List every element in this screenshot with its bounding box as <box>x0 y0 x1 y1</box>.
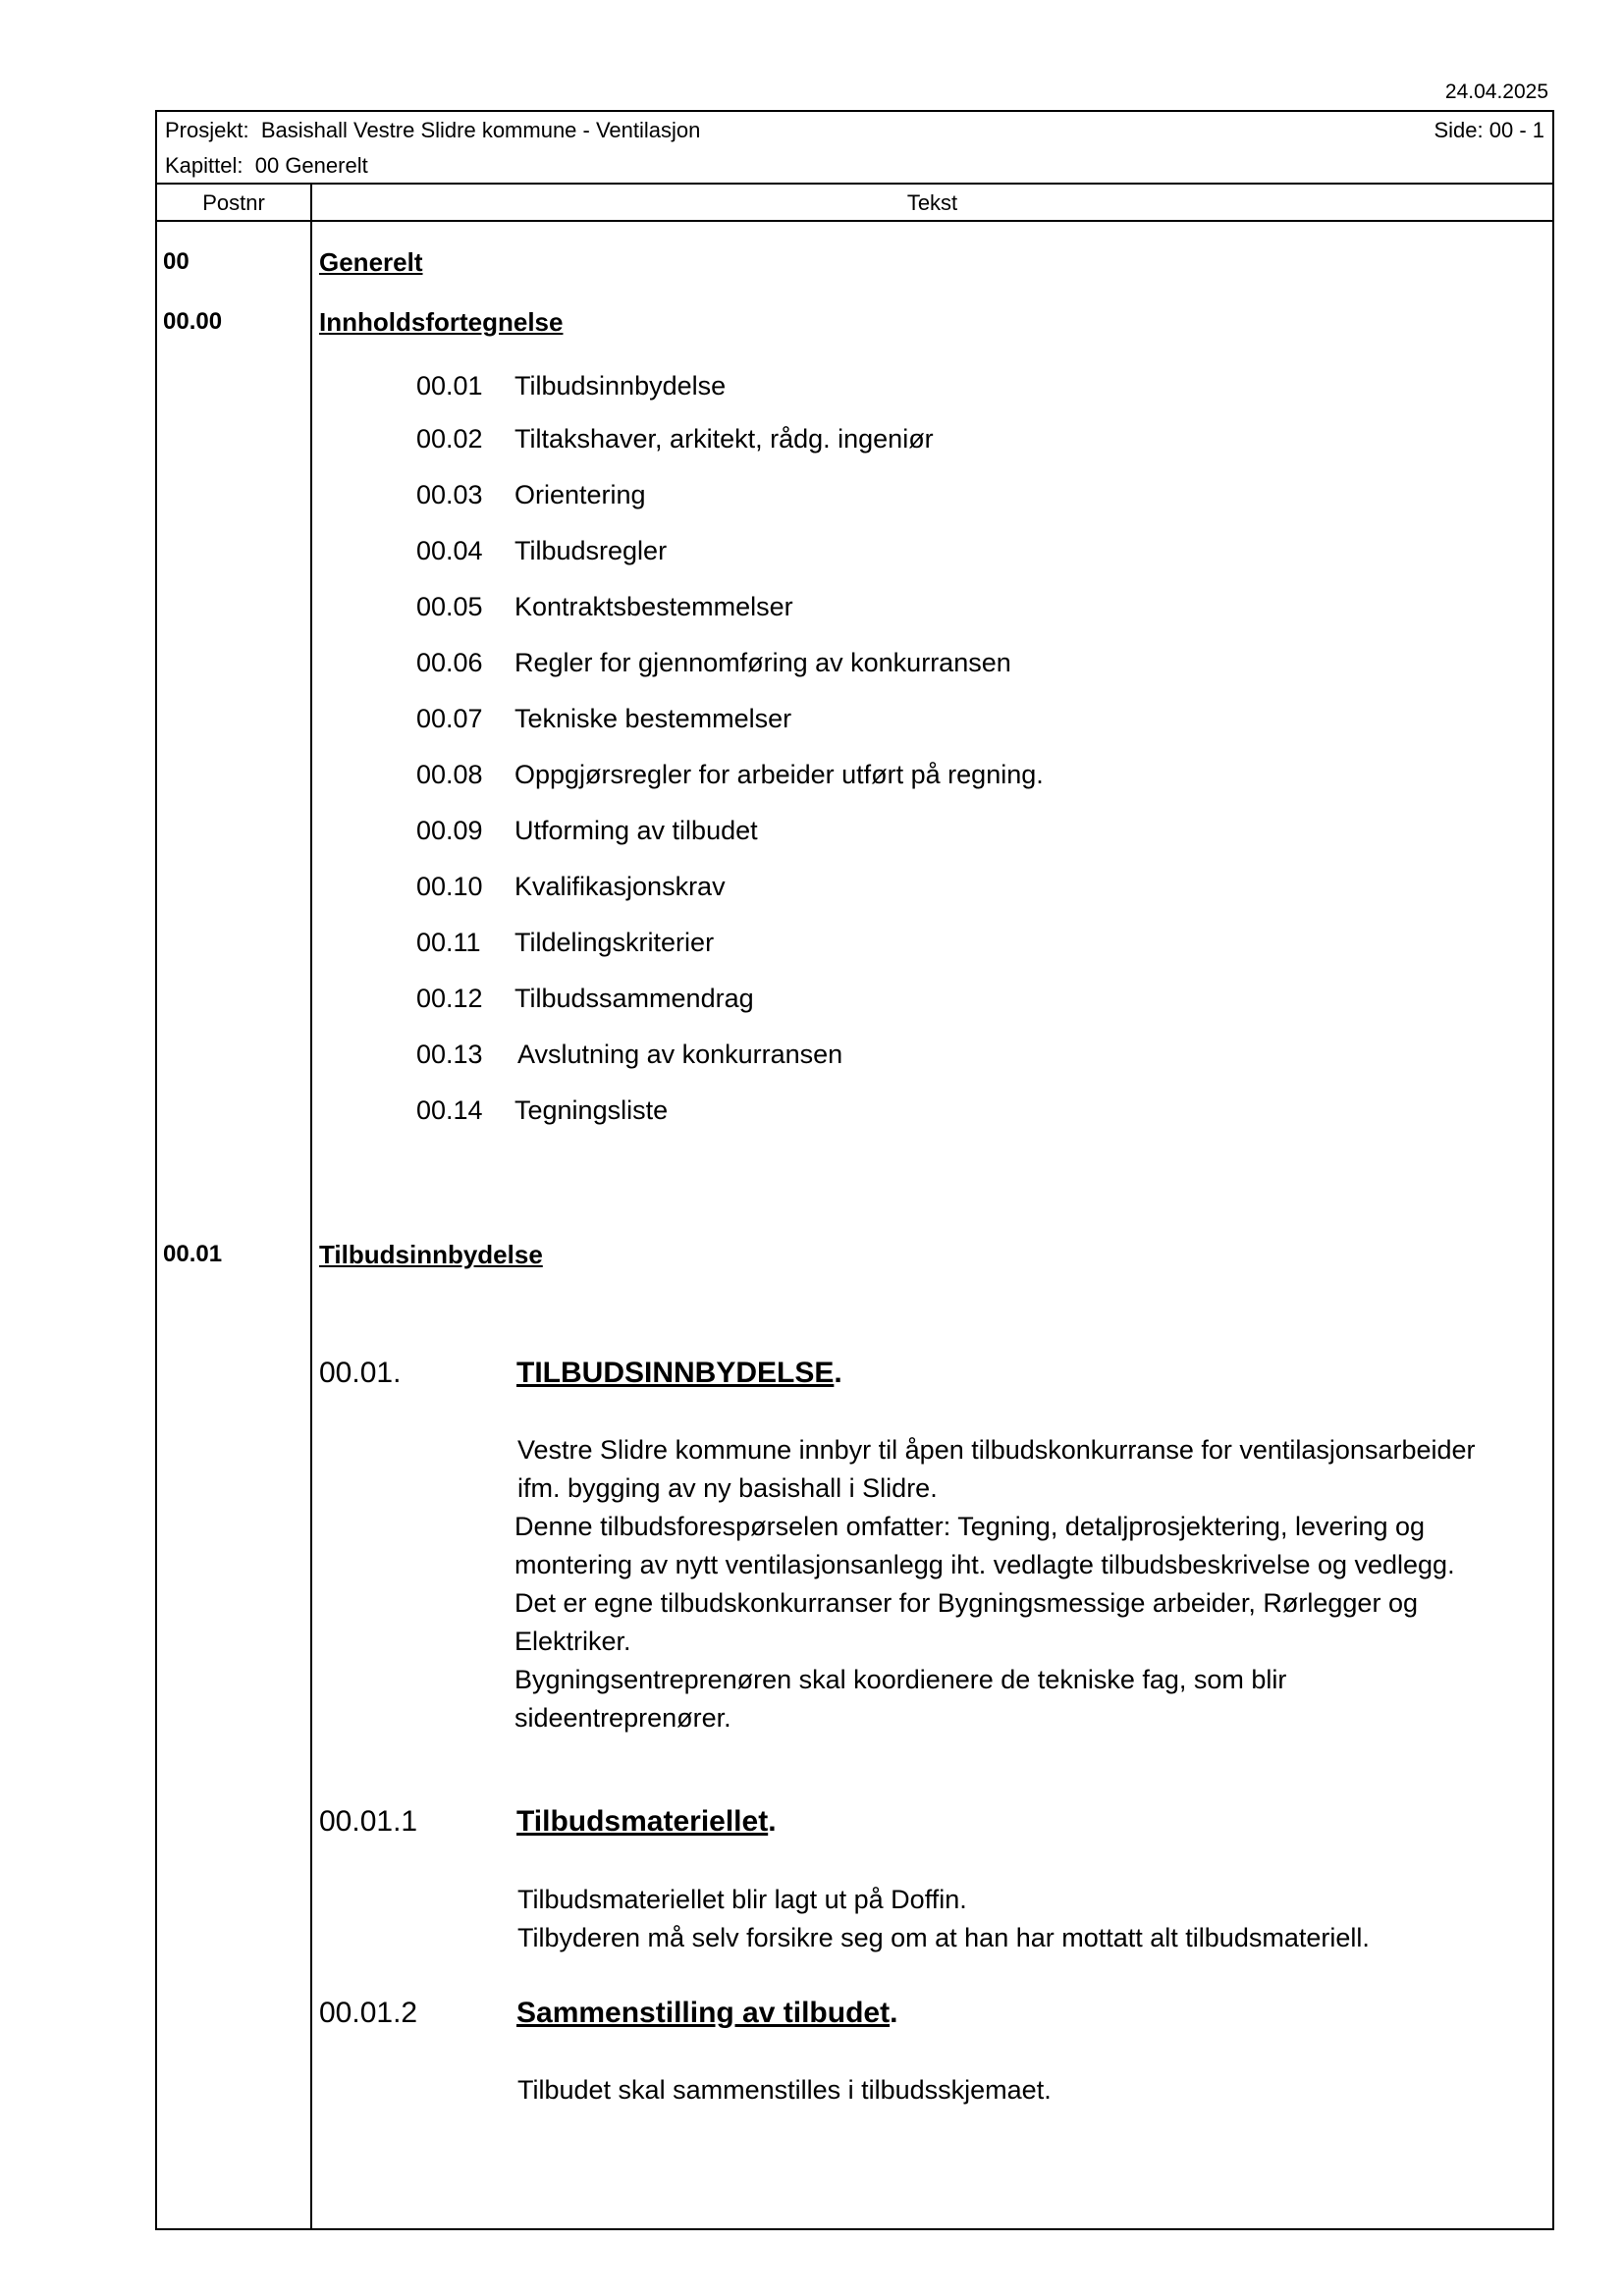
toc-text: Tilbudssammendrag <box>514 984 754 1013</box>
paragraph-line: Elektriker. <box>514 1627 631 1656</box>
section-title <box>516 1805 777 1839</box>
section-number: 00.01.1 <box>319 1805 418 1838</box>
toc-number: 00.01 <box>416 371 483 400</box>
chapter-line <box>165 153 368 179</box>
section-paragraph <box>514 1431 1541 1737</box>
column-header <box>157 185 1552 222</box>
column-divider <box>310 185 312 2228</box>
toc-number: 00.14 <box>416 1095 483 1125</box>
paragraph-line: ifm. bygging av ny basishall i Slidre. <box>517 1473 938 1503</box>
column-header-postnr: Postnr <box>202 190 265 215</box>
section-title-text: Tilbudsmateriellet <box>516 1805 769 1838</box>
page-number: Side: 00 - 1 <box>1434 118 1544 142</box>
paragraph-line: Tilbyderen må selv forsikre seg om at han har mottatt alt tilbudsmateriell. <box>517 1923 1370 1952</box>
toc-text: Tilbudsregler <box>514 536 668 565</box>
paragraph-line: Bygningsentreprenøren skal koordienere de tekniske fag, som blir <box>514 1665 1287 1694</box>
toc-number: 00.12 <box>416 984 483 1013</box>
toc-text: Tilbudsinnbydelse <box>514 371 727 400</box>
heading-tilbudsinnbydelse: Tilbudsinnbydelse <box>319 1240 543 1269</box>
toc-text: Tiltakshaver, arkitekt, rådg. ingeniør <box>514 424 934 454</box>
section-title-text: Sammenstilling av tilbudet <box>516 1997 891 2029</box>
section-number: 00.01. <box>319 1357 402 1389</box>
chapter-name: 00 Generelt <box>254 153 368 178</box>
project-label: Prosjekt: <box>165 118 249 142</box>
section-title <box>516 1357 842 1390</box>
toc-text: Oppgjørsregler for arbeider utført på regning. <box>514 760 1044 789</box>
section-title-dot: . <box>768 1805 777 1838</box>
paragraph-line: Tilbudsmateriellet blir lagt ut på Doffin. <box>517 1885 967 1914</box>
paragraph-line: sideentreprenører. <box>514 1703 731 1733</box>
postnr-00-00: 00.00 <box>163 308 223 335</box>
toc-number: 00.04 <box>416 536 483 565</box>
toc-number: 00.05 <box>416 592 483 621</box>
toc-text: Utforming av tilbudet <box>514 816 758 845</box>
toc-text: Regler for gjennomføring av konkurransen <box>514 648 1011 677</box>
document-header <box>157 112 1552 185</box>
chapter-label: Kapittel: <box>165 153 243 178</box>
toc-text: Kvalifikasjonskrav <box>514 872 726 901</box>
toc-number: 00.03 <box>416 480 483 509</box>
toc-number: 00.11 <box>416 928 481 957</box>
section-number: 00.01.2 <box>319 1997 418 2029</box>
toc-number: 00.09 <box>416 816 483 845</box>
toc-text: Tekniske bestemmelser <box>514 704 792 733</box>
postnr-00: 00 <box>163 248 189 275</box>
toc-number: 00.02 <box>416 424 483 454</box>
section-title <box>516 1997 897 2030</box>
section-paragraph <box>514 2071 1541 2109</box>
column-header-tekst: Tekst <box>906 190 958 215</box>
paragraph-line: montering av nytt ventilasjonsanlegg iht. vedlagte tilbudsbeskrivelse og vedlegg. <box>514 1550 1455 1579</box>
section-title-text: TILBUDSINNBYDELSE <box>516 1357 835 1389</box>
toc-number: 00.06 <box>416 648 483 677</box>
toc-text: Tegningsliste <box>514 1095 669 1125</box>
toc-number: 00.13 <box>416 1040 483 1069</box>
toc-text: Kontraktsbestemmelser <box>514 592 793 621</box>
heading-generelt: Generelt <box>319 247 423 277</box>
paragraph-line: Vestre Slidre kommune innbyr til åpen tilbudskonkurranse for ventilasjonsarbeider <box>517 1435 1476 1465</box>
section-paragraph <box>514 1881 1541 1957</box>
project-line <box>165 118 700 143</box>
toc-number: 00.08 <box>416 760 483 789</box>
section-title-dot: . <box>834 1357 842 1389</box>
section-title-dot: . <box>890 1997 898 2029</box>
postnr-00-01: 00.01 <box>163 1241 223 1267</box>
project-name: Basishall Vestre Slidre kommune - Ventilasjon <box>260 118 701 142</box>
toc-text: Avslutning av konkurransen <box>517 1040 843 1069</box>
paragraph-line: Det er egne tilbudskonkurranser for Bygningsmessige arbeider, Rørlegger og <box>514 1588 1418 1618</box>
heading-innholdsfortegnelse: Innholdsfortegnelse <box>319 307 564 337</box>
paragraph-line: Tilbudet skal sammenstilles i tilbudsskjemaet. <box>517 2075 1052 2105</box>
toc-number: 00.10 <box>416 872 483 901</box>
paragraph-line: Denne tilbudsforespørselen omfatter: Tegning, detaljprosjektering, levering og <box>514 1512 1426 1541</box>
toc-number: 00.07 <box>416 704 483 733</box>
toc-text: Tildelingskriterier <box>514 928 715 957</box>
document-date: 24.04.2025 <box>1444 80 1548 103</box>
toc-text: Orientering <box>514 480 646 509</box>
